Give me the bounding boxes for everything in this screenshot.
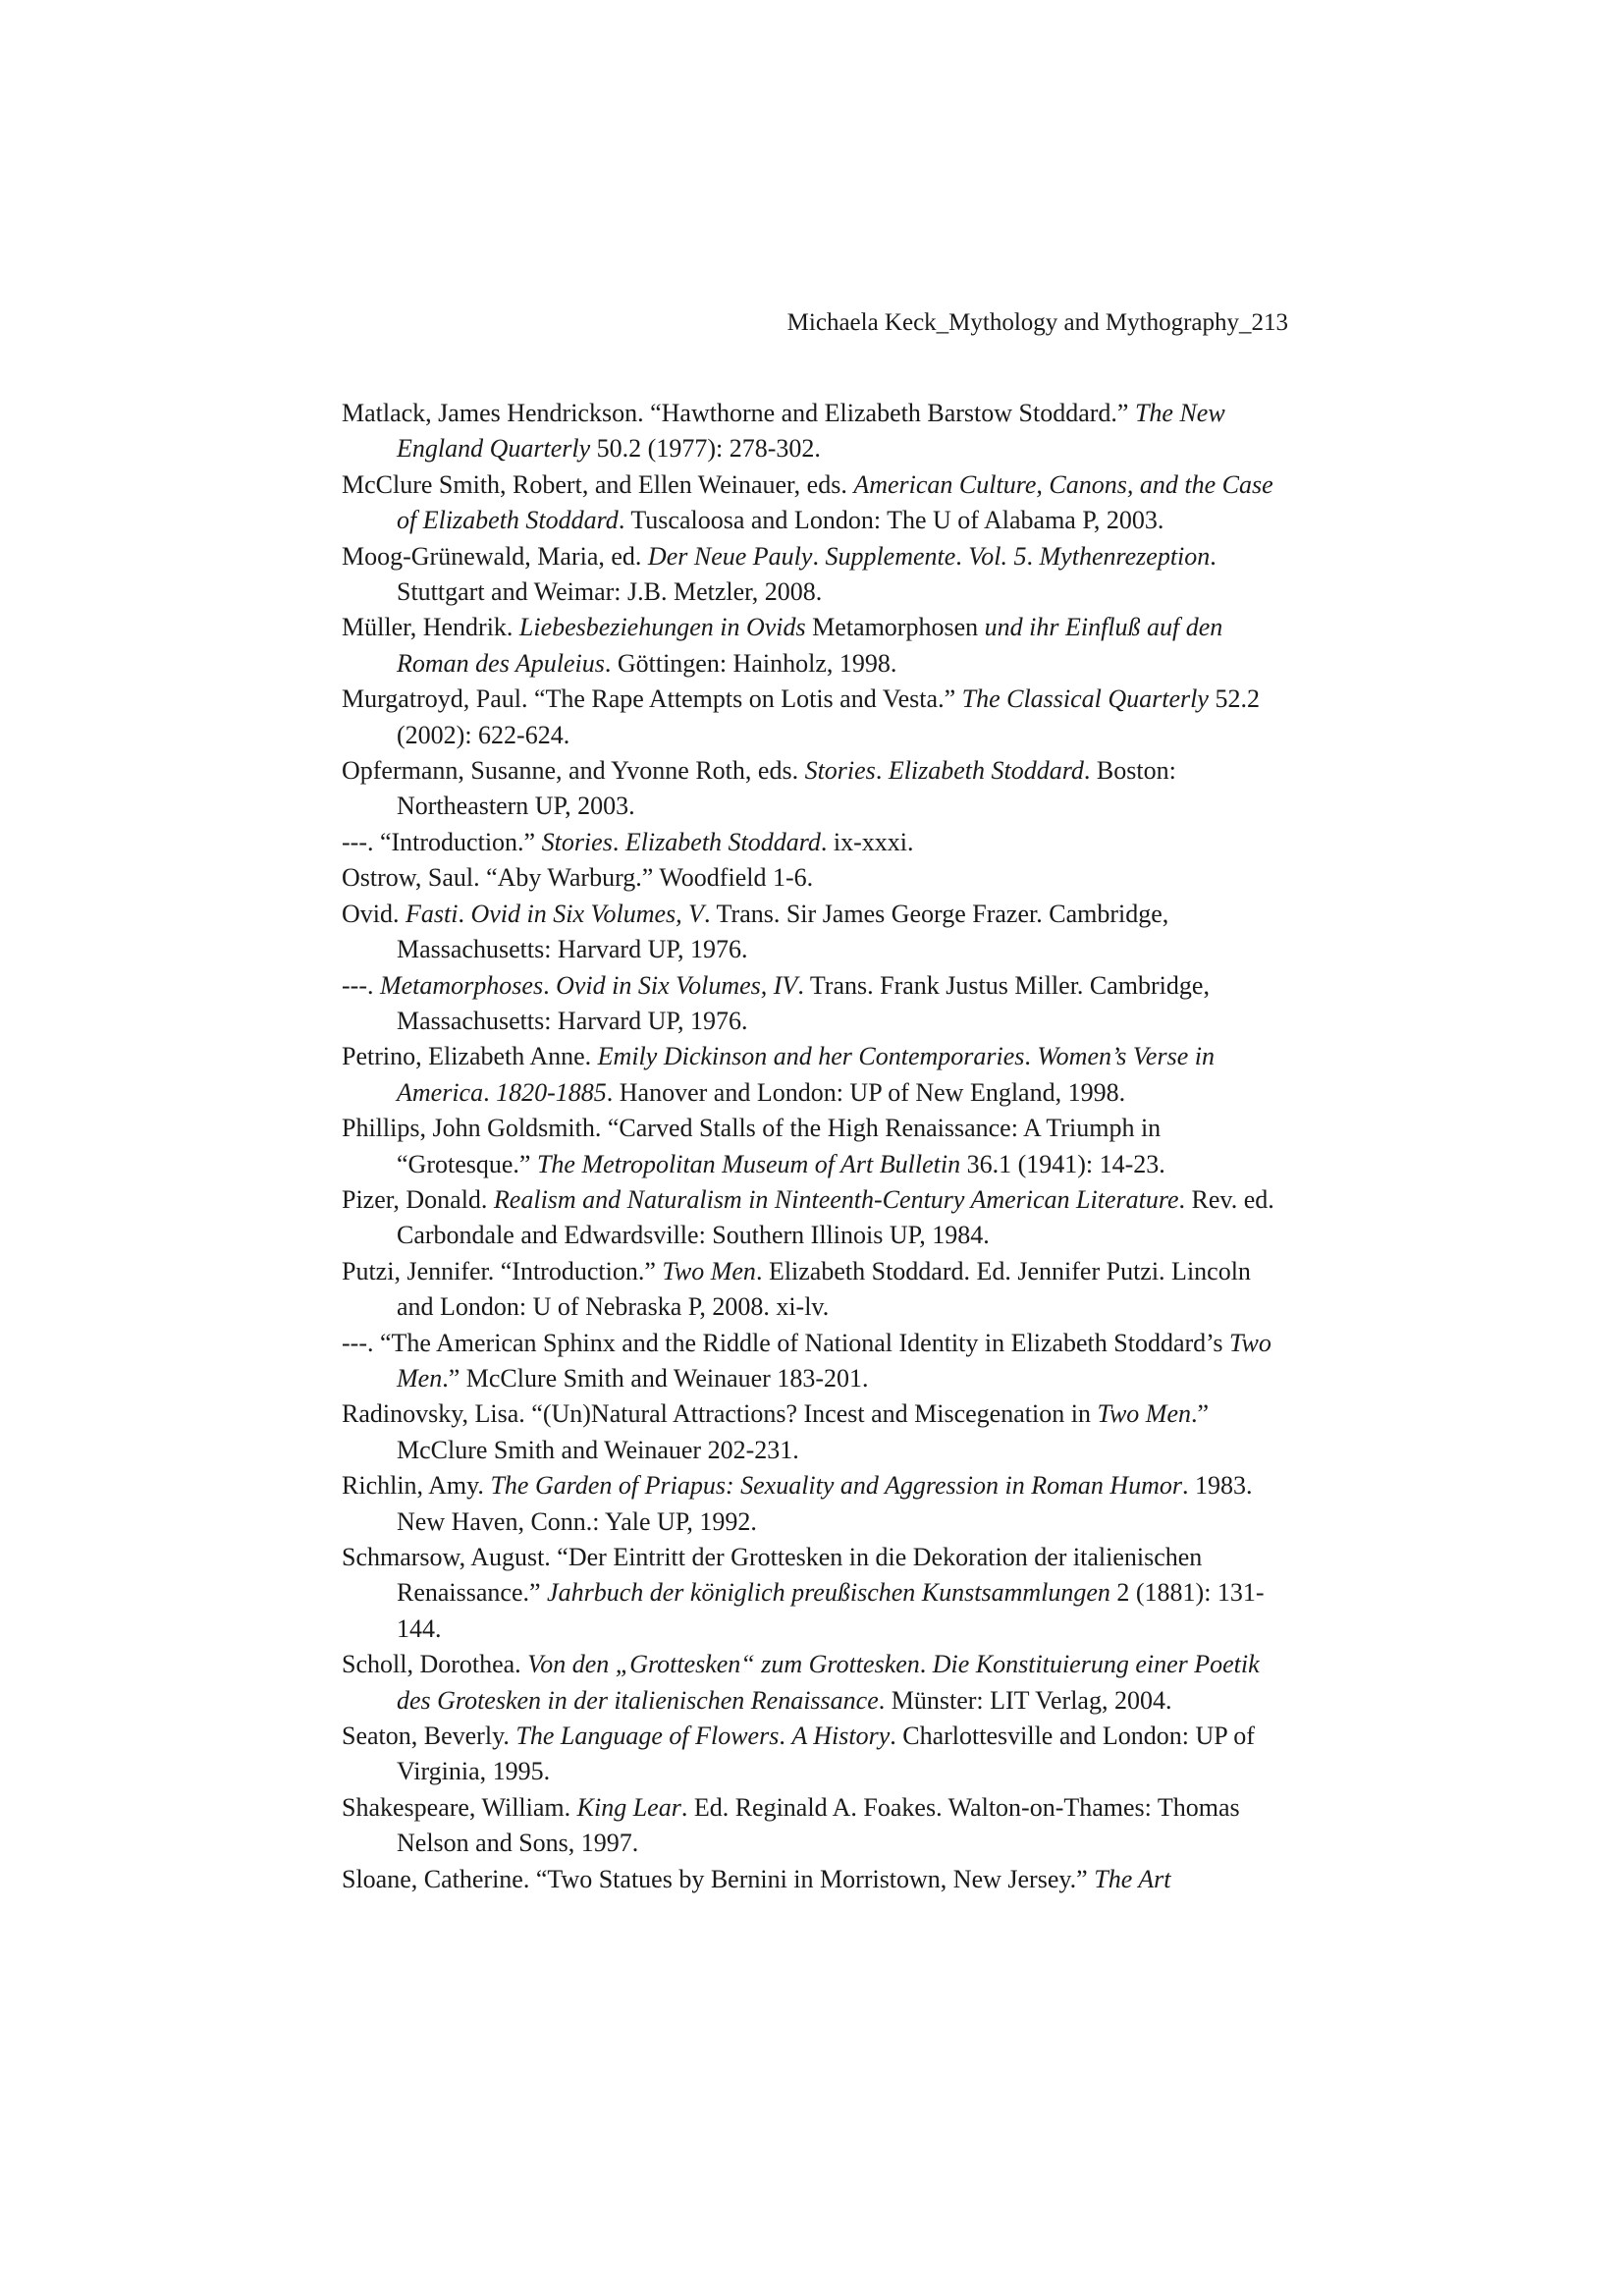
bibliography-entry [342,396,1288,467]
italic-title-text: The Language of Flowers [515,1722,780,1751]
bibliography-entry [342,753,1288,825]
entry-text: . [955,541,969,571]
italic-title-text: Stories [804,756,876,786]
entry-text: . Trans. Frank Justus Miller. Cambridge, Massachusetts: Harvard UP, 1976. [397,970,1210,1035]
entry-text: 36.1 (1941): 14-23. [960,1149,1165,1178]
entry-text: Müller, Hendrik. [342,613,519,642]
entry-text: . Boston: Northeastern UP, 2003. [397,756,1176,821]
italic-title-text: Supplemente [825,541,956,571]
italic-title-text: The New England Quarterly [397,399,1225,464]
bibliography-entry [342,1790,1288,1862]
entry-text: Opfermann, Susanne, and Yvonne Roth, eds. [342,756,805,786]
italic-title-text: Jahrbuch der königlich preußischen Kunstsammlungen [547,1578,1110,1608]
bibliography-entry [342,1862,1288,1897]
bibliography-entry [342,1254,1288,1326]
entry-text: . [612,827,625,856]
italic-title-text: und ihr Einfluß auf den Roman des Apuleius [397,613,1223,678]
italic-title-text: Elizabeth Stoddard [888,756,1084,786]
entry-text: 50.2 (1977): 278-302. [590,434,821,464]
bibliography-entry [342,968,1288,1040]
italic-title-text: Vol. 5 [968,541,1027,571]
entry-text: Seaton, Beverly. [342,1722,516,1751]
entry-text: . [1026,541,1040,571]
italic-title-text: The Art [1094,1864,1171,1893]
entry-text: Schmarsow, August. “Der Eintritt der Grottesken in die Dekoration der italienischen Renaissance.” [342,1543,1203,1608]
entry-text: . [875,756,889,786]
entry-text: . Hanover and London: UP of New England, 1998. [606,1077,1126,1107]
entry-text: . [483,1077,497,1107]
entry-text: .” McClure Smith and Weinauer 183-201. [442,1363,869,1393]
entry-text: Shakespeare, William. [342,1792,577,1822]
entry-text: . Tuscaloosa and London: The U of Alabama P, 2003. [618,506,1164,535]
entry-text: Petrino, Elizabeth Anne. [342,1042,598,1071]
bibliography-entry [342,1111,1288,1182]
italic-title-text: A History [791,1722,891,1751]
entry-text: . Charlottesville and London: UP of Virginia, 1995. [397,1722,1255,1786]
bibliography-entry [342,539,1288,611]
entry-text: ---. [342,970,380,1000]
italic-title-text: Metamorphoses [379,970,544,1000]
entry-text: Matlack, James Hendrickson. “Hawthorne and Elizabeth Barstow Stoddard.” [342,399,1135,427]
entry-text: . Stuttgart and Weimar: J.B. Metzler, 2008. [397,541,1217,607]
bibliography-list [342,396,1288,1897]
entry-text: ---. “Introduction.” [342,827,542,856]
entry-text: Ostrow, Saul. “Aby Warburg.” Woodfield 1-6. [342,863,814,893]
entry-text: Phillips, John Goldsmith. “Carved Stalls of the High Renaissance: A Triumph in “Grotesque.” [342,1114,1162,1178]
entry-text: . Münster: LIT Verlag, 2004. [878,1685,1172,1715]
bibliography-entry [342,825,1288,860]
entry-text: Richlin, Amy. [342,1471,491,1501]
bibliography-entry [342,682,1288,753]
italic-title-text: Der Neue Pauly [647,541,813,571]
entry-text: . Ed. Reginald A. Foakes. Walton-on-Thames: Thomas Nelson and Sons, 1997. [397,1792,1240,1858]
italic-title-text: Two Men [1097,1399,1192,1429]
bibliography-entry [342,1039,1288,1111]
entry-text: ---. “The American Sphinx and the Riddle of National Identity in Elizabeth Stoddard’s [342,1328,1229,1357]
italic-title-text: Von den „Grottesken“ zum Grottesken [527,1650,920,1679]
entry-text: . [779,1722,792,1751]
bibliography-entry [342,1540,1288,1647]
italic-title-text: Emily Dickinson and her Contemporaries [597,1042,1025,1071]
entry-text: . 1983. New Haven, Conn.: Yale UP, 1992. [397,1471,1253,1536]
entry-text: . [1024,1042,1038,1071]
entry-text: . [812,541,826,571]
italic-title-text: The Metropolitan Museum of Art Bulletin [536,1149,961,1178]
entry-text: . Göttingen: Hainholz, 1998. [604,648,897,678]
italic-title-text: Die Konstituierung einer Poetik des Grotesken in der italienischen Renaissance [397,1650,1260,1715]
entry-text: . Rev. ed. Carbondale and Edwardsville: Southern Illinois UP, 1984. [397,1184,1274,1250]
entry-text: Radinovsky, Lisa. “(Un)Natural Attractions? Incest and Miscegenation in [342,1399,1098,1429]
bibliography-entry [342,1468,1288,1540]
italic-title-text: Fasti [406,899,459,928]
italic-title-text: Two Men [662,1256,756,1285]
entry-text: . [458,899,471,928]
italic-title-text: The Classical Quarterly [961,684,1209,714]
bibliography-entry [342,610,1288,682]
italic-title-text: Liebesbeziehungen in Ovids [518,613,806,642]
entry-text: . Elizabeth Stoddard. Ed. Jennifer Putzi. Lincoln and London: U of Nebraska P, 2008. xi-lv. [397,1256,1251,1322]
running-header: Michaela Keck_Mythology and Mythography_213 [786,309,1288,336]
italic-title-text: American Culture, Canons, and the Case of Elizabeth Stoddard [397,469,1273,535]
entry-text: Murgatroyd, Paul. “The Rape Attempts on Lotis and Vesta.” [342,684,962,714]
bibliography-entry [342,1182,1288,1254]
entry-text: McClure Smith, Robert, and Ellen Weinauer, eds. [342,469,854,499]
bibliography-entry [342,860,1288,896]
italic-title-text: Elizabeth Stoddard [624,827,821,856]
bibliography-entry [342,1647,1288,1719]
italic-title-text: Women’s Verse in America [397,1042,1215,1107]
italic-title-text: Two Men [397,1328,1271,1393]
entry-text: . ix-xxxi. [820,827,914,856]
entry-text: Ovid. [342,899,406,928]
entry-text: .” McClure Smith and Weinauer 202-231. [397,1399,1210,1464]
entry-text: Scholl, Dorothea. [342,1650,528,1679]
bibliography-entry [342,1719,1288,1790]
bibliography-entry [342,1396,1288,1468]
italic-title-text: The Garden of Priapus: Sexuality and Aggression in Roman Humor [490,1471,1183,1501]
entry-text: Sloane, Catherine. “Two Statues by Bernini in Morristown, New Jersey.” [342,1864,1095,1893]
entry-text: 52.2 (2002): 622-624. [397,684,1260,749]
italic-title-text: 1820-1885 [496,1077,607,1107]
italic-title-text: Realism and Naturalism in Ninteenth-Century American Literature [493,1184,1179,1214]
entry-text: Metamorphosen [805,613,985,642]
entry-text: . [543,970,557,1000]
entry-text: Putzi, Jennifer. “Introduction.” [342,1256,663,1285]
entry-text: Moog-Grünewald, Maria, ed. [342,541,648,571]
entry-text: Pizer, Donald. [342,1184,494,1214]
italic-title-text: King Lear [576,1792,681,1822]
entry-text: 2 (1881): 131-144. [397,1578,1265,1643]
italic-title-text: Ovid in Six Volumes, V [470,899,705,928]
italic-title-text: Stories [541,827,613,856]
entry-text: . [919,1650,933,1679]
italic-title-text: Ovid in Six Volumes, IV [556,970,798,1000]
bibliography-entry [342,1326,1288,1397]
bibliography-entry [342,897,1288,968]
entry-text: . Trans. Sir James George Frazer. Cambridge, Massachusetts: Harvard UP, 1976. [397,899,1169,964]
bibliography-entry [342,467,1288,539]
italic-title-text: Mythenrezeption [1039,541,1211,571]
